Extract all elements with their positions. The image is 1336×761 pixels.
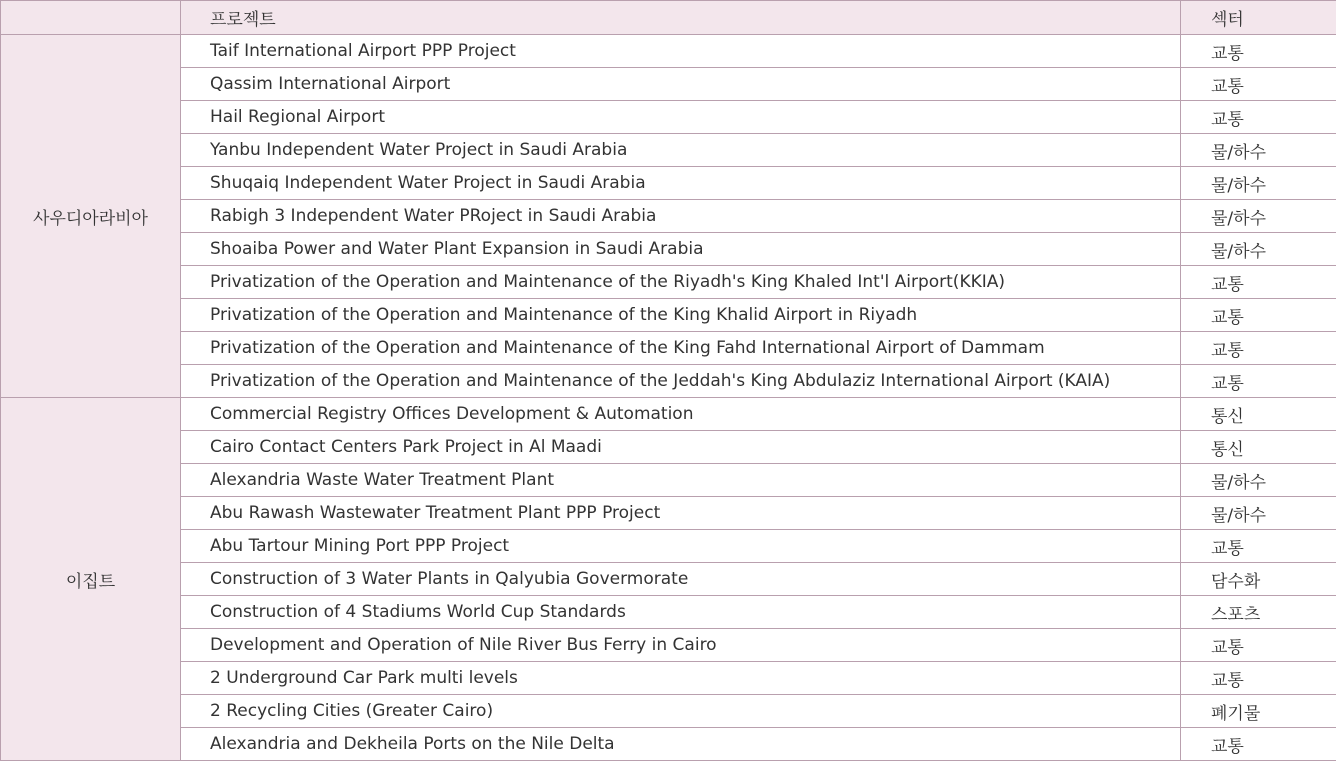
table-row xyxy=(1,365,1336,398)
project-cell: Privatization of the Operation and Maintenance of the Jeddah's King Abdulaziz International Airport (KAIA) xyxy=(181,365,1181,398)
table-row xyxy=(1,167,1336,200)
sector-cell: 물/하수 xyxy=(1181,200,1336,233)
project-cell: Shuqaiq Independent Water Project in Saudi Arabia xyxy=(181,167,1181,200)
table-row xyxy=(1,398,1336,431)
table-row xyxy=(1,332,1336,365)
sector-cell: 교통 xyxy=(1181,662,1336,695)
project-cell: Cairo Contact Centers Park Project in Al Maadi xyxy=(181,431,1181,464)
header-sector: 섹터 xyxy=(1181,1,1336,35)
project-cell: Construction of 4 Stadiums World Cup Standards xyxy=(181,596,1181,629)
table-row xyxy=(1,596,1336,629)
project-cell: Abu Rawash Wastewater Treatment Plant PPP Project xyxy=(181,497,1181,530)
project-cell: Shoaiba Power and Water Plant Expansion in Saudi Arabia xyxy=(181,233,1181,266)
sector-cell: 교통 xyxy=(1181,728,1336,761)
header-project: 프로젝트 xyxy=(181,1,1181,35)
table-row xyxy=(1,662,1336,695)
table-row xyxy=(1,464,1336,497)
project-cell: Construction of 3 Water Plants in Qalyubia Govermorate xyxy=(181,563,1181,596)
sector-cell: 물/하수 xyxy=(1181,167,1336,200)
sector-cell: 교통 xyxy=(1181,35,1336,68)
project-cell: Development and Operation of Nile River Bus Ferry in Cairo xyxy=(181,629,1181,662)
sector-cell: 교통 xyxy=(1181,365,1336,398)
sector-cell: 폐기물 xyxy=(1181,695,1336,728)
table-row xyxy=(1,299,1336,332)
country-cell: 이집트 xyxy=(1,398,181,761)
header-corner-cell xyxy=(1,1,181,35)
table-row xyxy=(1,431,1336,464)
sector-cell: 담수화 xyxy=(1181,563,1336,596)
table-row xyxy=(1,629,1336,662)
table-row xyxy=(1,68,1336,101)
header-row xyxy=(1,1,1336,35)
project-cell: Privatization of the Operation and Maintenance of the Riyadh's King Khaled Int'l Airport(KKIA) xyxy=(181,266,1181,299)
project-cell: Privatization of the Operation and Maintenance of the King Khalid Airport in Riyadh xyxy=(181,299,1181,332)
table-row xyxy=(1,695,1336,728)
sector-cell: 스포츠 xyxy=(1181,596,1336,629)
project-cell: Alexandria and Dekheila Ports on the Nile Delta xyxy=(181,728,1181,761)
project-cell: Commercial Registry Offices Development & Automation xyxy=(181,398,1181,431)
sector-cell: 통신 xyxy=(1181,398,1336,431)
project-cell: Yanbu Independent Water Project in Saudi Arabia xyxy=(181,134,1181,167)
project-cell: Privatization of the Operation and Maintenance of the King Fahd International Airport of Dammam xyxy=(181,332,1181,365)
table-row xyxy=(1,530,1336,563)
sector-cell: 물/하수 xyxy=(1181,233,1336,266)
project-cell: Taif International Airport PPP Project xyxy=(181,35,1181,68)
project-cell: Hail Regional Airport xyxy=(181,101,1181,134)
sector-cell: 물/하수 xyxy=(1181,134,1336,167)
table-row xyxy=(1,266,1336,299)
table-row xyxy=(1,134,1336,167)
sector-cell: 통신 xyxy=(1181,431,1336,464)
sector-cell: 교통 xyxy=(1181,266,1336,299)
sector-cell: 교통 xyxy=(1181,101,1336,134)
table-row xyxy=(1,101,1336,134)
project-cell: Qassim International Airport xyxy=(181,68,1181,101)
sector-cell: 교통 xyxy=(1181,332,1336,365)
sector-cell: 교통 xyxy=(1181,629,1336,662)
project-cell: Rabigh 3 Independent Water PRoject in Saudi Arabia xyxy=(181,200,1181,233)
sector-cell: 교통 xyxy=(1181,68,1336,101)
project-cell: Alexandria Waste Water Treatment Plant xyxy=(181,464,1181,497)
project-cell: 2 Underground Car Park multi levels xyxy=(181,662,1181,695)
sector-cell: 물/하수 xyxy=(1181,464,1336,497)
project-cell: Abu Tartour Mining Port PPP Project xyxy=(181,530,1181,563)
table-row xyxy=(1,35,1336,68)
table-row xyxy=(1,200,1336,233)
sector-cell: 물/하수 xyxy=(1181,497,1336,530)
table-row xyxy=(1,233,1336,266)
sector-cell: 교통 xyxy=(1181,530,1336,563)
table-row xyxy=(1,497,1336,530)
table-row xyxy=(1,563,1336,596)
sector-cell: 교통 xyxy=(1181,299,1336,332)
table-row xyxy=(1,728,1336,761)
country-cell: 사우디아라비아 xyxy=(1,35,181,398)
project-cell: 2 Recycling Cities (Greater Cairo) xyxy=(181,695,1181,728)
